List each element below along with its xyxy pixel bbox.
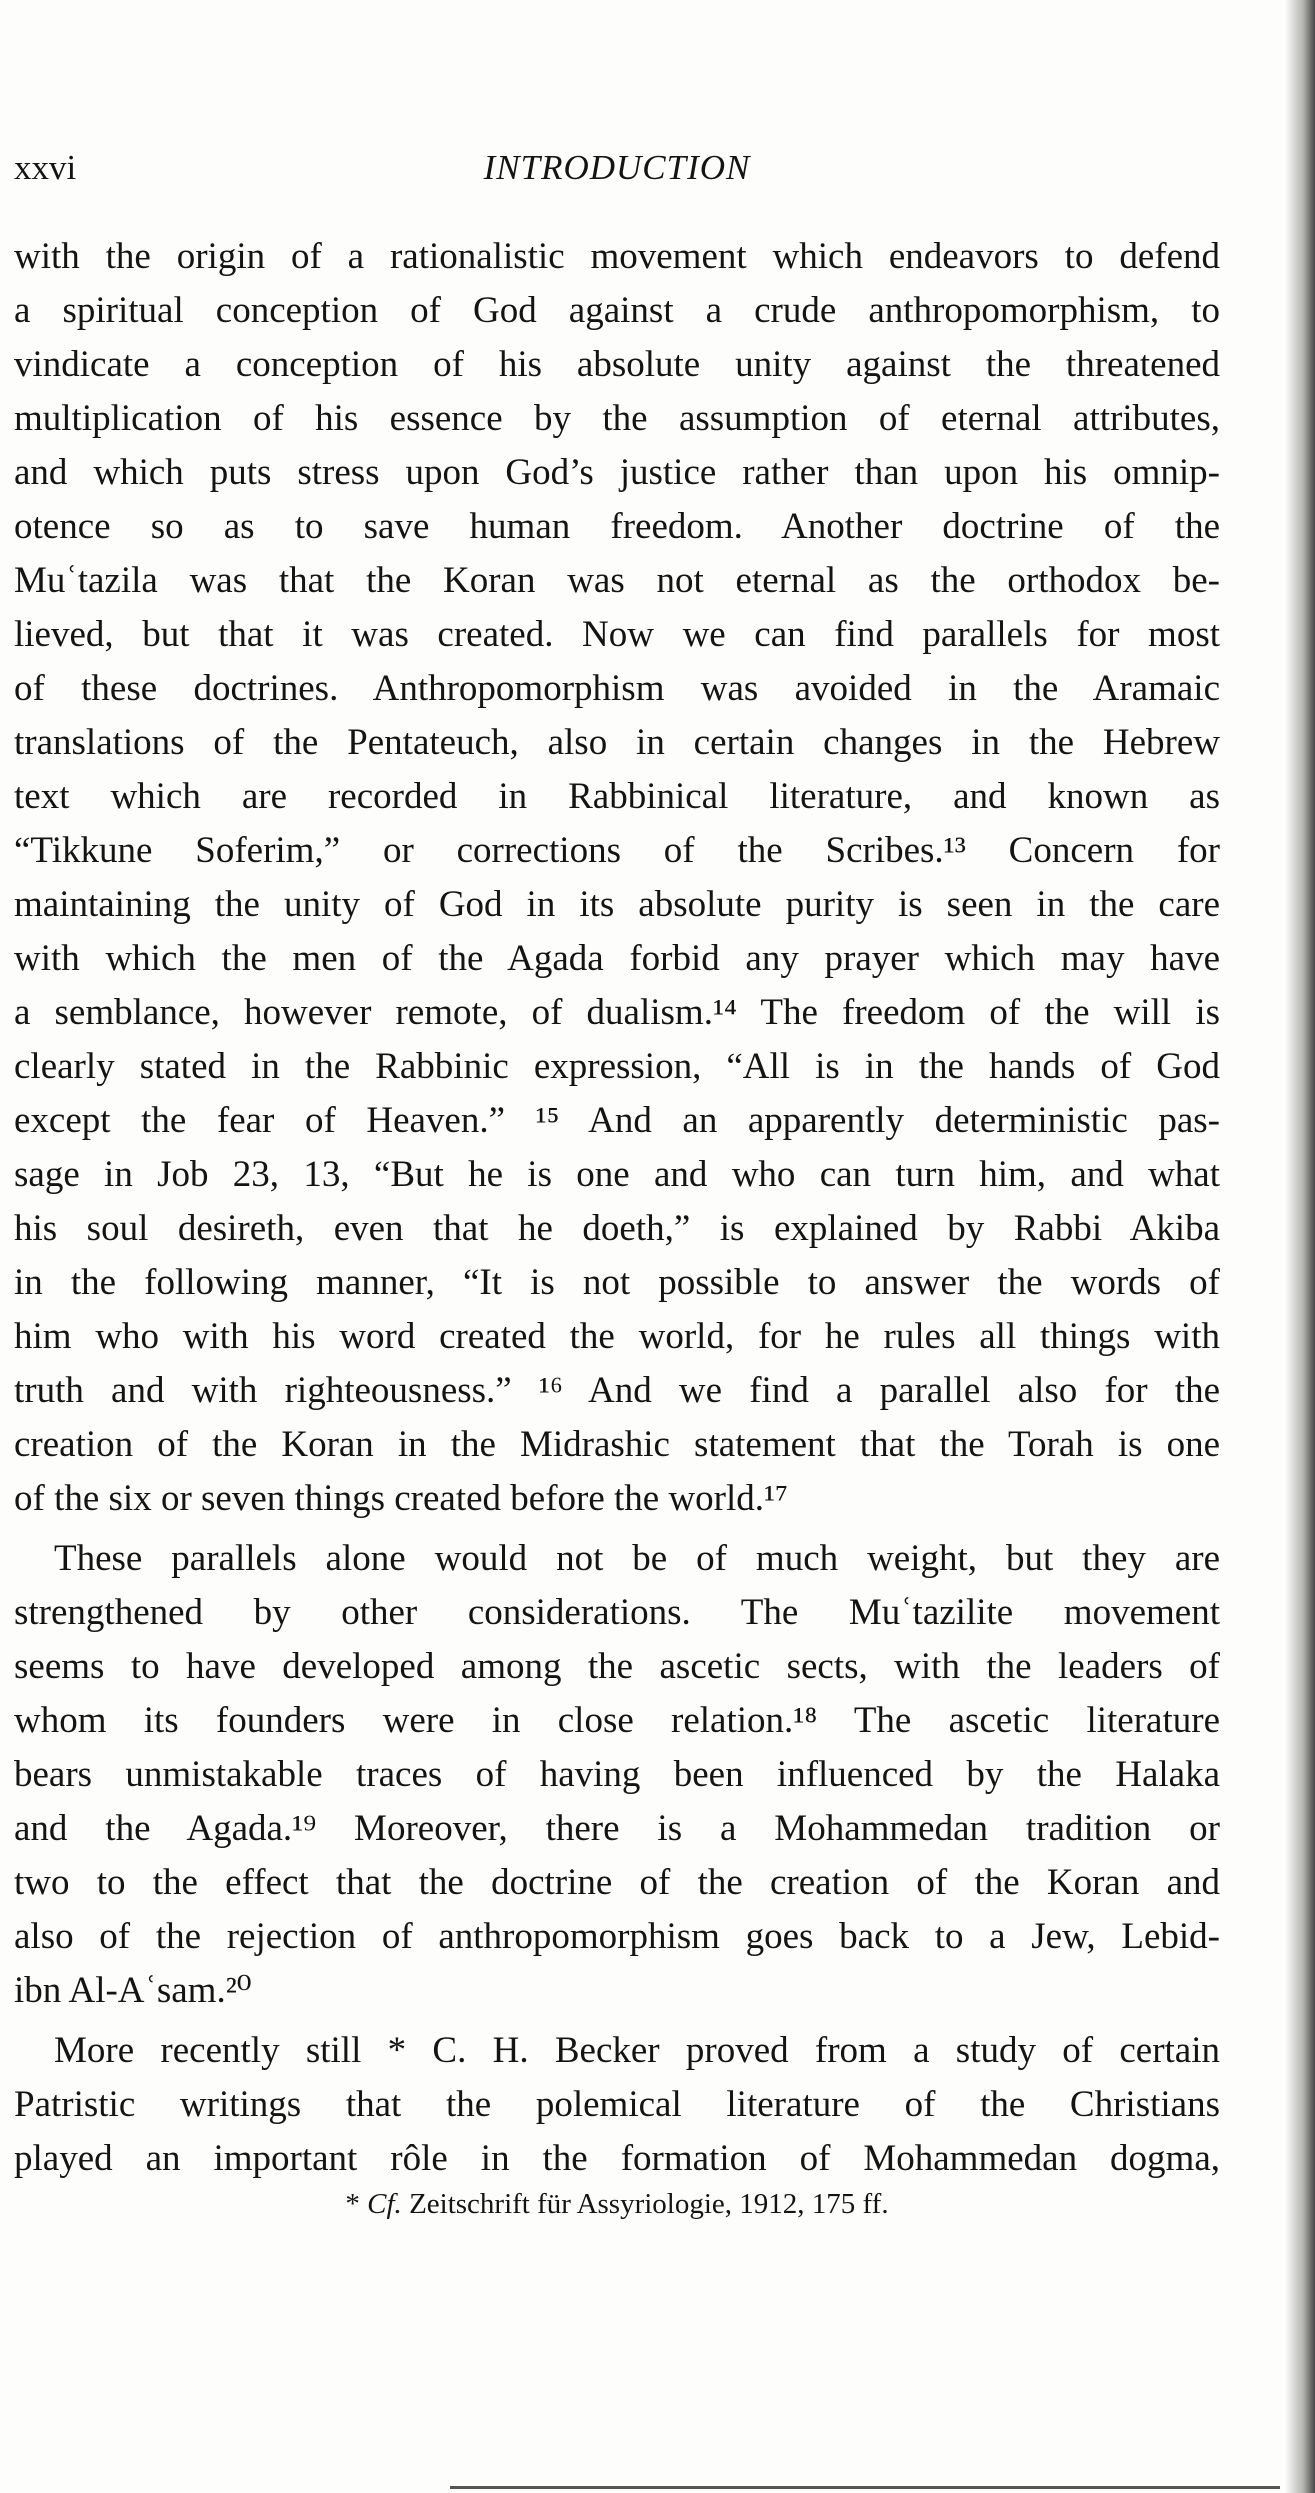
text-line: Patristic writings that the polemical literature of the Christians [14,2084,1220,2125]
text-line: except the fear of Heaven.” ¹⁵ And an apparently deterministic pas- [14,1100,1220,1141]
text-line: sage in Job 23, 13, “But he is one and who can turn him, and what [14,1154,1220,1195]
text-line: a spiritual conception of God against a crude anthropomorphism, to [14,290,1220,331]
page-edge-shadow [1285,0,1315,2493]
text-line: clearly stated in the Rabbinic expression, “All is in the hands of God [14,1046,1220,1087]
text-line: played an important rôle in the formation of Mohammedan dogma, [14,2138,1220,2179]
footnote-text: Zeitschrift für Assyriologie, 1912, 175 ff. [409,2188,889,2220]
footnote-abbrev: Cf. [367,2188,402,2220]
text-line: maintaining the unity of God in its absolute purity is seen in the care [14,884,1220,925]
text-line: bears unmistakable traces of having been influenced by the Halaka [14,1754,1220,1795]
footnote [14,2184,1220,2224]
text-line: of the six or seven things created before the world.¹⁷ [14,1478,789,1519]
text-line: also of the rejection of anthropomorphism goes back to a Jew, Lebid- [14,1916,1220,1957]
text-line: and the Agada.¹⁹ Moreover, there is a Mohammedan tradition or [14,1808,1220,1849]
body-text [14,230,1220,2186]
text-line: whom its founders were in close relation.¹⁸ The ascetic literature [14,1700,1220,1741]
text-line: Muʿtazila was that the Koran was not eternal as the orthodox be- [14,560,1220,601]
text-line: of these doctrines. Anthropomorphism was avoided in the Aramaic [14,668,1220,709]
text-line: two to the effect that the doctrine of the creation of the Koran and [14,1862,1220,1903]
text-line: him who with his word created the world, for he rules all things with [14,1316,1220,1357]
page-number: xxvi [14,148,77,187]
text-line: vindicate a conception of his absolute unity against the threatened [14,344,1220,385]
text-line: text which are recorded in Rabbinical literature, and known as [14,776,1220,817]
text-line: otence so as to save human freedom. Another doctrine of the [14,506,1220,547]
text-line: and which puts stress upon God’s justice rather than upon his omnip- [14,452,1220,493]
text-line: translations of the Pentateuch, also in certain changes in the Hebrew [14,722,1220,763]
text-line: lieved, but that it was created. Now we can find parallels for most [14,614,1220,655]
text-line: multiplication of his essence by the assumption of eternal attributes, [14,398,1220,439]
text-line: strengthened by other considerations. The Muʿtazilite movement [14,1592,1220,1633]
text-line: seems to have developed among the ascetic sects, with the leaders of [14,1646,1220,1687]
running-title: INTRODUCTION [483,148,751,187]
text-line: with the origin of a rationalistic movement which endeavors to defend [14,236,1220,277]
text-line: creation of the Koran in the Midrashic statement that the Torah is one [14,1424,1220,1465]
text-line: More recently still * C. H. Becker proved from a study of certain [54,2030,1220,2071]
text-line: “Tikkune Soferim,” or corrections of the Scribes.¹³ Concern for [14,830,1220,871]
bottom-edge-rule [450,2486,1280,2489]
footnote-marker: * [345,2188,360,2220]
text-line: ibn Al-Aʿsam.²⁰ [14,1970,252,2011]
text-line: with which the men of the Agada forbid any prayer which may have [14,938,1220,979]
text-line: truth and with righteousness.” ¹⁶ And we find a parallel also for the [14,1370,1220,1411]
text-line: in the following manner, “It is not possible to answer the words of [14,1262,1220,1303]
text-line: his soul desireth, even that he doeth,” is explained by Rabbi Akiba [14,1208,1220,1249]
text-line: These parallels alone would not be of much weight, but they are [54,1538,1220,1579]
running-head [14,143,1220,193]
text-line: a semblance, however remote, of dualism.¹⁴ The freedom of the will is [14,992,1220,1033]
